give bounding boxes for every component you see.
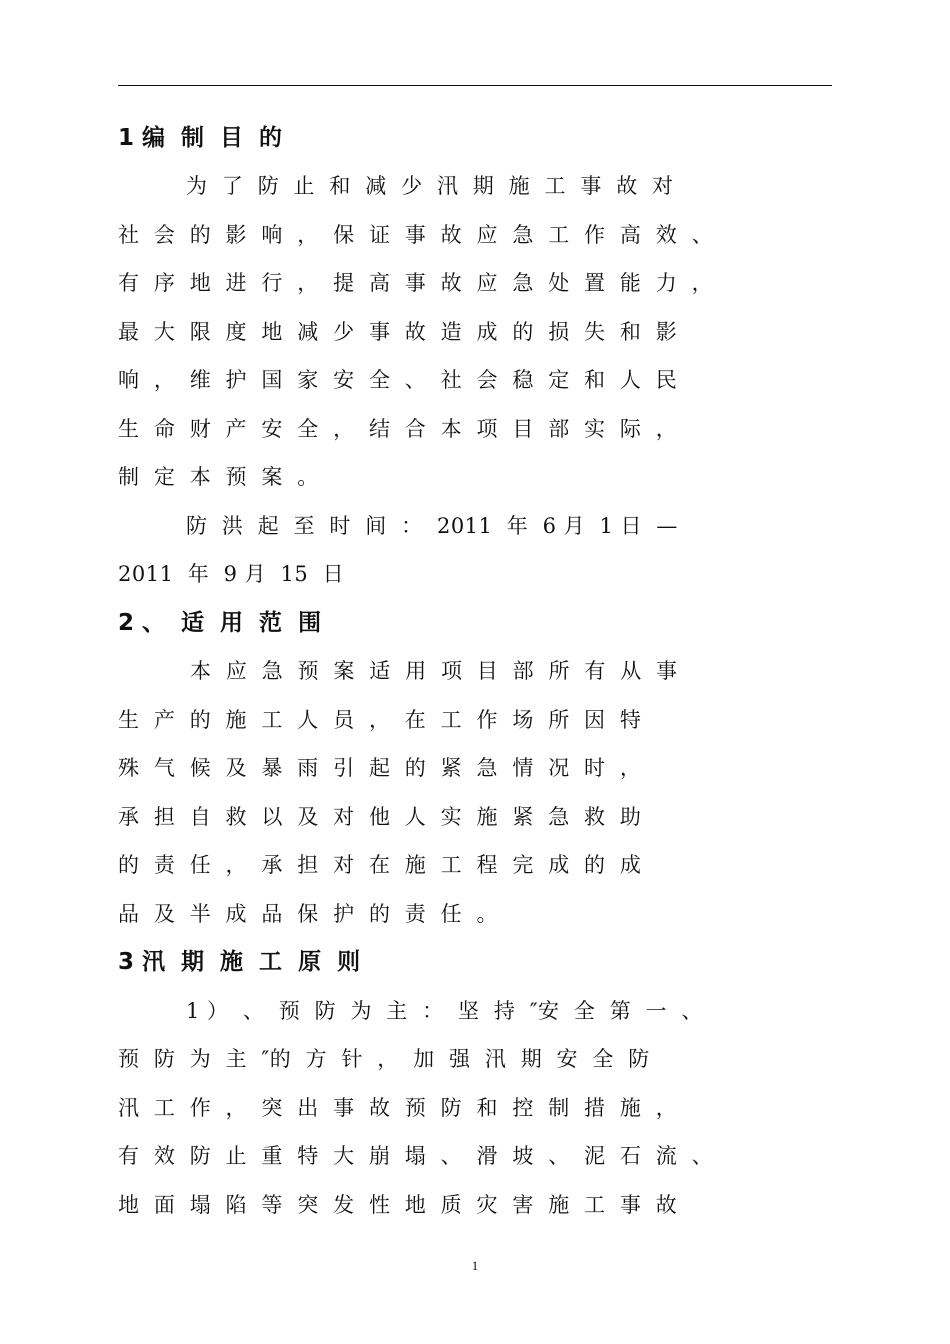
paragraph-line: 本 应 急 预 案 适 用 项 目 部 所 有 从 事 (190, 659, 678, 683)
paragraph-line: 1 ） 、 预 防 为 主 ： 坚 持 ″安 全 第 一 、 (186, 999, 703, 1023)
paragraph-line: 地 面 塌 陷 等 突 发 性 地 质 灾 害 施 工 事 故 (118, 1193, 678, 1217)
paragraph-line: 预 防 为 主 ″的 方 针 ， 加 强 汛 期 安 全 防 (118, 1047, 650, 1071)
paragraph-line: 生 产 的 施 工 人 员 ， 在 工 作 场 所 因 特 (118, 708, 642, 732)
paragraph-line: 最 大 限 度 地 减 少 事 故 造 成 的 损 失 和 影 (118, 320, 678, 344)
page-number: 1 (471, 1258, 479, 1273)
paragraph-line: 承 担 自 救 以 及 对 他 人 实 施 紧 急 救 助 (118, 805, 642, 829)
paragraph-line: 社 会 的 影 响 ， 保 证 事 故 应 急 工 作 高 效 、 (118, 223, 714, 247)
paragraph-line: 的 责 任 ， 承 担 对 在 施 工 程 完 成 的 成 (118, 853, 642, 877)
paragraph-line: 有 效 防 止 重 特 大 崩 塌 、 滑 坡 、 泥 石 流 、 (118, 1144, 714, 1168)
paragraph-line: 汛 工 作 ， 突 出 事 故 预 防 和 控 制 措 施 ， (118, 1096, 678, 1120)
date-range-line: 2011 年 9 月 15 日 (118, 562, 345, 586)
header-rule (118, 85, 832, 86)
section-heading-1: 1 编 制 目 的 (118, 125, 283, 151)
paragraph-line: 生 命 财 产 安 全 ， 结 合 本 项 目 部 实 际 ， (118, 417, 678, 441)
paragraph-line: 响 ， 维 护 国 家 安 全 、 社 会 稳 定 和 人 民 (118, 368, 678, 392)
paragraph-line: 有 序 地 进 行 ， 提 高 事 故 应 急 处 置 能 力 ， (118, 271, 714, 295)
paragraph-line: 制 定 本 预 案 。 (118, 465, 319, 489)
section-heading-3: 3 汛 期 施 工 原 则 (118, 949, 361, 975)
paragraph-line: 为 了 防 止 和 减 少 汛 期 施 工 事 故 对 (186, 174, 674, 198)
paragraph-line: 品 及 半 成 品 保 护 的 责 任 。 (118, 902, 499, 926)
date-range-line: 防 洪 起 至 时 间 ： 2011 年 6 月 1 日 — (186, 514, 678, 538)
section-heading-2: 2 、 适 用 范 围 (118, 610, 322, 636)
paragraph-line: 殊 气 候 及 暴 雨 引 起 的 紧 急 情 况 时 ， (118, 756, 642, 780)
